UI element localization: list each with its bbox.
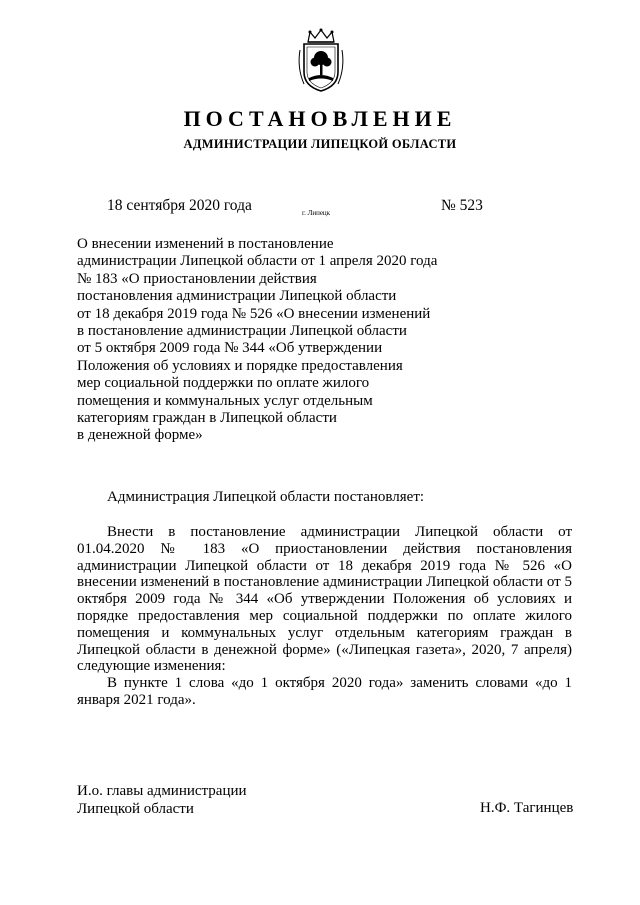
document-date: 18 сентября 2020 года — [107, 197, 252, 214]
subject-line: постановления администрации Липецкой области — [77, 288, 397, 305]
subject-line: администрации Липецкой области от 1 апреля 2020 года — [77, 253, 438, 270]
subject-line: О внесении изменений в постановление — [77, 236, 334, 252]
subject-line: категориям граждан в Липецкой области — [77, 410, 337, 427]
coat-of-arms-icon — [296, 28, 346, 94]
subject-line: мер социальной поддержки по оплате жилого — [77, 375, 370, 392]
subject-line: помещения и коммунальных услуг отдельным — [77, 392, 373, 409]
body-paragraph: Внести в постановление администрации Липецкой области от 01.04.2020 № 183 «О приостановлении действия постановления администрации Липецкой области от 18 декабря 2019 года № 526 «О внесении изменений в постановление администрации Липецкой области от 5 октября 2009 года № 344 «Об утверждении Положения об условиях и порядке предоставления мер социальной поддержки по оплате жилого помещения и коммунальных услуг отдельным категориям граждан в Липецкой области в денежной форме» («Липецкая газета», 2020, 7 апреля) следующие изменения: — [77, 524, 572, 675]
document-subject — [77, 236, 477, 445]
document-place: г. Липецк — [302, 209, 331, 217]
signatory-name: Н.Ф. Тагинцев — [480, 800, 574, 816]
signatory-title — [77, 782, 247, 818]
body-paragraph: В пункте 1 слова «до 1 октября 2020 года» заменить словами «до 1 января 2021 года». — [77, 675, 572, 708]
issuing-organization: АДМИНИСТРАЦИИ ЛИПЕЦКОЙ ОБЛАСТИ — [183, 137, 457, 151]
subject-line: в постановление администрации Липецкой области — [77, 323, 407, 340]
subject-line: в денежной форме» — [77, 427, 203, 444]
document-body — [77, 524, 572, 709]
subject-line: Положения об условиях и порядке предоставления — [77, 357, 403, 374]
signatory-title-line: Липецкой области — [77, 801, 194, 817]
subject-line: от 18 декабря 2019 года № 526 «О внесении изменений — [77, 305, 431, 322]
signatory-title-line: И.о. главы администрации — [77, 783, 247, 799]
subject-line: № 183 «О приостановлении действия — [77, 270, 317, 287]
resolution-clause: Администрация Липецкой области постановляет: — [107, 489, 425, 505]
subject-line: от 5 октября 2009 года № 344 «Об утверждении — [77, 340, 383, 357]
document-type-title: ПОСТАНОВЛЕНИЕ — [183, 106, 457, 131]
document-number: № 523 — [441, 197, 483, 214]
